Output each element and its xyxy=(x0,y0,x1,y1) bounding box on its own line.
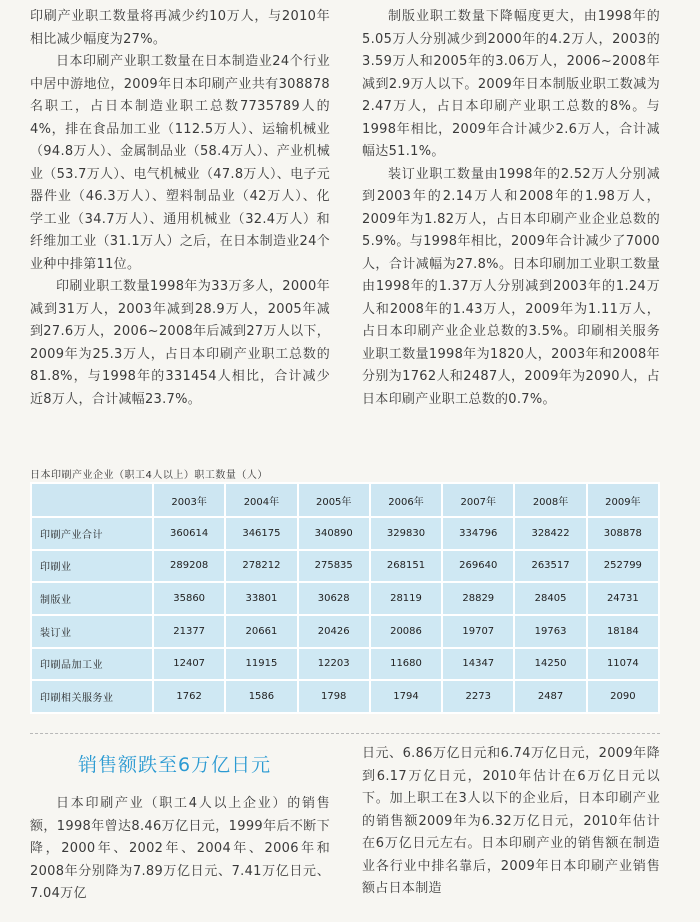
table-cell: 24731 xyxy=(587,582,659,615)
table-cell: 278212 xyxy=(225,550,297,583)
table-cell: 269640 xyxy=(442,550,514,583)
table-cell: 19707 xyxy=(442,615,514,648)
table-cell: 11915 xyxy=(225,648,297,681)
row-label: 印刷产业合计 xyxy=(31,517,153,550)
table-cell: 14347 xyxy=(442,648,514,681)
table-cell: 21377 xyxy=(153,615,225,648)
column-header: 2008年 xyxy=(514,483,586,517)
table-row xyxy=(31,517,659,550)
table-title: 日本印刷产业企业（职工4人以上）职工数量（人） xyxy=(30,470,268,481)
table-cell: 33801 xyxy=(225,582,297,615)
table-cell: 2487 xyxy=(514,680,586,713)
table-row xyxy=(31,648,659,681)
table-cell: 11680 xyxy=(370,648,442,681)
table-cell: 263517 xyxy=(514,550,586,583)
left-bottom-text-column xyxy=(30,793,330,906)
corner-cell xyxy=(31,483,153,517)
table-cell: 1586 xyxy=(225,680,297,713)
paragraph: 日本印刷产业（职工4人以上企业）的销售额，1998年曾达8.46万亿日元，1999年后不断下降，2000年、2002年、2004年、2006年和2008年分别降为7.89万亿日元、7.41万亿日元、7.04万亿 xyxy=(30,796,330,901)
column-header: 2009年 xyxy=(587,483,659,517)
column-header: 2003年 xyxy=(153,483,225,517)
table-cell: 20661 xyxy=(225,615,297,648)
table-cell: 11074 xyxy=(587,648,659,681)
table-cell: 35860 xyxy=(153,582,225,615)
table-row xyxy=(31,582,659,615)
section-title: 销售额跌至6万亿日元 xyxy=(78,754,272,776)
column-header: 2004年 xyxy=(225,483,297,517)
section-divider xyxy=(30,733,660,734)
table-row xyxy=(31,680,659,713)
paragraph: 印刷产业职工数量将再减少约10万人，与2010年相比减少幅度为27%。 xyxy=(30,9,330,47)
table-cell: 28829 xyxy=(442,582,514,615)
table-cell: 28119 xyxy=(370,582,442,615)
table-cell: 252799 xyxy=(587,550,659,583)
table-cell: 360614 xyxy=(153,517,225,550)
table-cell: 28405 xyxy=(514,582,586,615)
table-cell: 2090 xyxy=(587,680,659,713)
table-cell: 18184 xyxy=(587,615,659,648)
table-cell: 1798 xyxy=(298,680,370,713)
row-label: 印刷业 xyxy=(31,550,153,583)
table-cell: 14250 xyxy=(514,648,586,681)
column-header: 2006年 xyxy=(370,483,442,517)
data-table xyxy=(30,482,660,714)
table-row xyxy=(31,615,659,648)
table-cell: 30628 xyxy=(298,582,370,615)
paragraph: 装订业职工数量由1998年的2.52万人分别减到2003年的2.14万人和2008年的1.98万人，2009年为1.82万人，占日本印刷产业企业总数的5.9%。与1998年相比，2009年合计减少了7000人，合计减幅为27.8%。日本印刷加工业职工数量由1998年的1.37万人分别减到2003年的1.24万人和2008年的1.43万人，2009年为1.11万人，占日本印刷产业企业总数的3.5%。印刷相关服务业职工数量1998年为1820人，2003年和2008年分别为1762人和2487人，2009年为2090人，占日本印刷产业职工总数的0.7%。 xyxy=(362,166,660,407)
right-bottom-text-column xyxy=(362,743,660,901)
table-cell: 12407 xyxy=(153,648,225,681)
table-cell: 329830 xyxy=(370,517,442,550)
row-label: 印刷相关服务业 xyxy=(31,680,153,713)
table-cell: 346175 xyxy=(225,517,297,550)
paragraph: 制版业职工数量下降幅度更大，由1998年的5.05万人分别减少到2000年的4.2万人，2003的3.59万人和2005年的3.06万人，2006~2008年减到2.9万人以下。2009年日本制版业职工数减为2.47万人，占日本印刷产业职工总数的8%。与1998年相比，2009年合计减少2.6万人，合计减幅达51.1%。 xyxy=(362,9,660,159)
column-header: 2007年 xyxy=(442,483,514,517)
table-cell: 19763 xyxy=(514,615,586,648)
table-cell: 20426 xyxy=(298,615,370,648)
table-cell: 340890 xyxy=(298,517,370,550)
table-cell: 289208 xyxy=(153,550,225,583)
table-cell: 1762 xyxy=(153,680,225,713)
paragraph: 日本印刷产业职工数量在日本制造业24个行业中居中游地位，2009年日本印刷产业共有308878名职工，占日本制造业职工总数7735789人的4%，排在食品加工业（112.5万人）、运输机械业（94.8万人）、金属制品业（58.4万人）、产业机械业（53.7万人）、电气机械业（47.8万人）、电子元器件业（46.3万人）、塑料制品业（42万人）、化学工业（34.7万人）、通用机械业（32.4万人）和纤维加工业（31.1万人）之后，在日本制造业24个业种中排第11位。 xyxy=(30,54,330,272)
table-cell: 268151 xyxy=(370,550,442,583)
table-cell: 2273 xyxy=(442,680,514,713)
table-cell: 334796 xyxy=(442,517,514,550)
right-text-column xyxy=(362,6,660,411)
row-label: 装订业 xyxy=(31,615,153,648)
row-label: 印刷品加工业 xyxy=(31,648,153,681)
row-label: 制版业 xyxy=(31,582,153,615)
column-header: 2005年 xyxy=(298,483,370,517)
table-cell: 328422 xyxy=(514,517,586,550)
table-cell: 308878 xyxy=(587,517,659,550)
paragraph: 印刷业职工数量1998年为33万多人，2000年减到31万人，2003年减到28.9万人，2005年减到27.6万人，2006~2008年后减到27万人以下，2009年为25.3万人，占日本印刷产业职工总数的81.8%，与1998年的331454人相比，合计减少近8万人，合计减幅23.7%。 xyxy=(30,279,330,407)
table-cell: 20086 xyxy=(370,615,442,648)
table-row xyxy=(31,550,659,583)
left-text-column xyxy=(30,6,330,411)
employee-table xyxy=(30,482,660,714)
table-cell: 1794 xyxy=(370,680,442,713)
paragraph: 日元、6.86万亿日元和6.74万亿日元，2009年降到6.17万亿日元，2010年估计在6万亿日元以下。加上职工在3人以下的企业后，日本印刷产业的销售额2009年为6.32万亿日元，2010年估计在6万亿日元左右。日本印刷产业的销售额在制造业各行业中排名靠后，2009年日本印刷产业销售额占日本制造 xyxy=(362,746,660,896)
table-cell: 12203 xyxy=(298,648,370,681)
table-cell: 275835 xyxy=(298,550,370,583)
table-header-row xyxy=(31,483,659,517)
